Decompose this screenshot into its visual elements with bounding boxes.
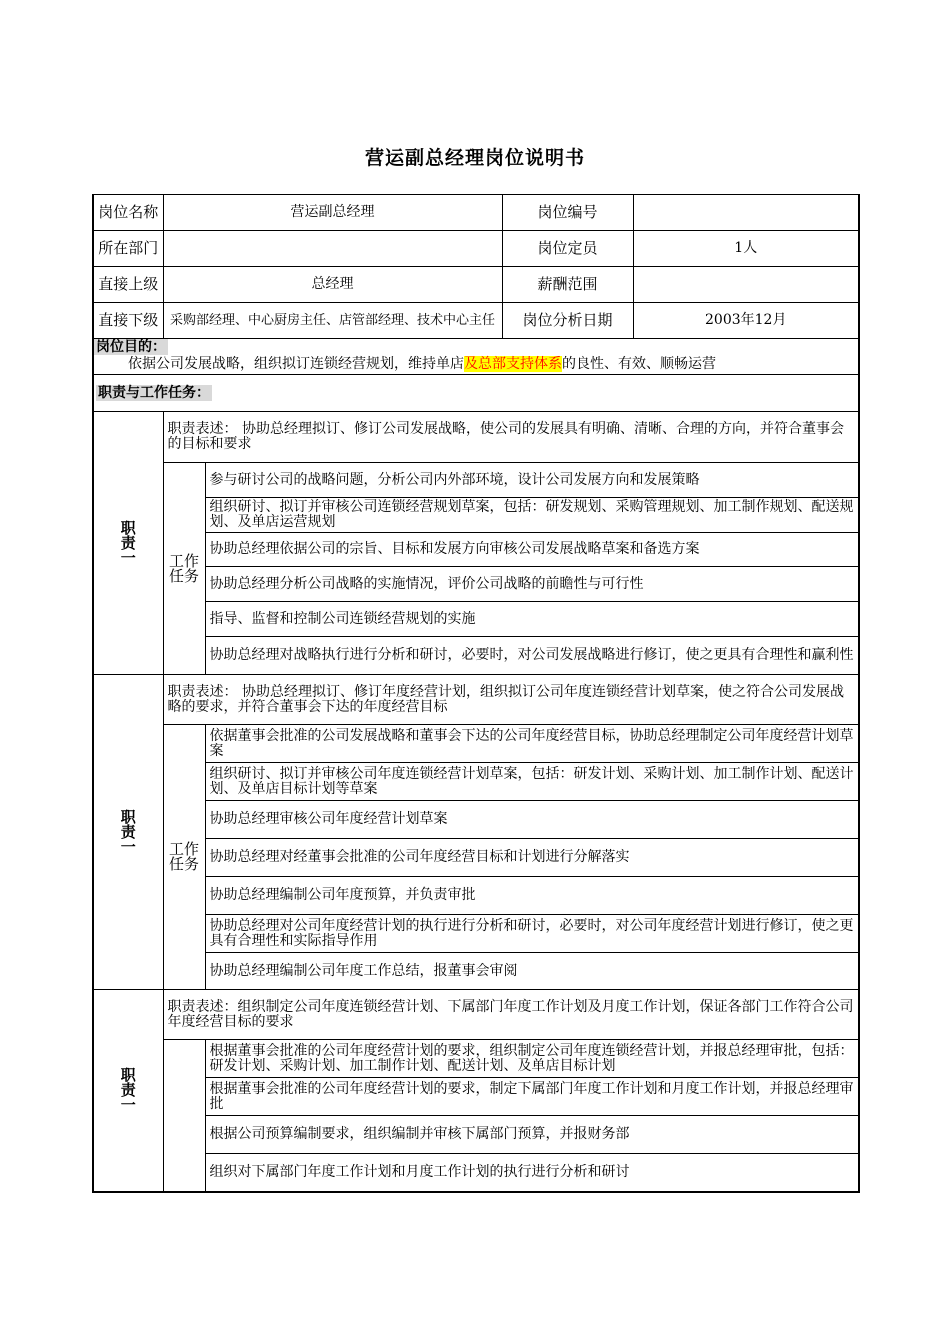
- task-item: 协助总经理依据公司的宗旨、目标和发展方向审核公司发展战略草案和备选方案: [205, 533, 859, 567]
- task-item: 参与研讨公司的战略问题，分析公司内外部环境，设计公司发展方向和发展策略: [205, 463, 859, 498]
- task-item: 协助总经理对公司年度经营计划的执行进行分析和研讨，必要时，对公司年度经营计划进行修订，使之更具有合理性和实际指导作用: [205, 915, 859, 953]
- info-row-1: [93, 195, 859, 231]
- task-row: [93, 877, 859, 915]
- task-row: [93, 602, 859, 637]
- salary-value: [633, 267, 859, 303]
- duty-description: 职责表述：组织制定公司年度连锁经营计划、下属部门年度工作计划及月度工作计划，保证各部门工作符合公司年度经营目标的要求: [163, 990, 859, 1040]
- analysis-date-label: 岗位分析日期: [502, 303, 633, 339]
- task-item: 组织研讨、拟订并审核公司连锁经营规划草案，包括：研发规划、采购管理规划、加工制作规划、配送规划、及单店运营规划: [205, 498, 859, 533]
- job-description-table: [92, 194, 860, 1193]
- purpose-text-part: 依据公司发展战略，组织拟订连锁经营规划，维持单店: [128, 356, 464, 372]
- purpose-text: [94, 355, 858, 373]
- analysis-date-value: 2003年12月: [633, 303, 859, 339]
- duty-description: 职责表述： 协助总经理拟订、修订年度经营计划，组织拟订公司年度连锁经营计划草案，使之符合公司发展战略的要求，并符合董事会下达的年度经营目标: [163, 675, 859, 725]
- purpose-highlight: 及总部支持体系: [464, 356, 562, 372]
- task-row: [93, 1078, 859, 1116]
- task-item: 协助总经理对经董事会批准的公司年度经营目标和计划进行分解落实: [205, 839, 859, 877]
- task-row: [93, 533, 859, 567]
- task-row: [93, 637, 859, 675]
- task-item: 协助总经理审核公司年度经营计划草案: [205, 801, 859, 839]
- task-item: 协助总经理对战略执行进行分析和研讨，必要时，对公司发展战略进行修订，使之更具有合理性和赢利性: [205, 637, 859, 675]
- task-row: [93, 763, 859, 801]
- department-value: [163, 231, 502, 267]
- task-item: 组织对下属部门年度工作计划和月度工作计划的执行进行分析和研讨: [205, 1154, 859, 1192]
- duties-heading-cell: [93, 375, 859, 412]
- duty-desc-row: [93, 675, 859, 725]
- task-item: 协助总经理编制公司年度预算，并负责审批: [205, 877, 859, 915]
- duty-label: 职 责 一: [93, 990, 163, 1192]
- task-row: [93, 725, 859, 763]
- purpose-text-part: 的良性、有效、顺畅运营: [562, 356, 716, 372]
- subordinate-label: 直接下级: [93, 303, 163, 339]
- task-row: [93, 801, 859, 839]
- task-row: [93, 463, 859, 498]
- department-label: 所在部门: [93, 231, 163, 267]
- task-item: 组织研讨、拟订并审核公司年度连锁经营计划草案，包括：研发计划、采购计划、加工制作计划、配送计划、及单店目标计划等草案: [205, 763, 859, 801]
- superior-label: 直接上级: [93, 267, 163, 303]
- task-item: 根据董事会批准的公司年度经营计划的要求，组织制定公司年度连锁经营计划，并报总经理审批，包括：研发计划、采购计划、加工制作计划、配送计划、及单店目标计划: [205, 1040, 859, 1078]
- task-item: 协助总经理分析公司战略的实施情况，评价公司战略的前瞻性与可行性: [205, 567, 859, 602]
- task-label: 工作 任务: [163, 725, 205, 990]
- task-row: [93, 953, 859, 990]
- superior-value: 总经理: [163, 267, 502, 303]
- purpose-cell: [93, 339, 859, 375]
- task-row: [93, 1040, 859, 1078]
- duty-label: 职 责 一: [93, 412, 163, 675]
- headcount-label: 岗位定员: [502, 231, 633, 267]
- task-row: [93, 1116, 859, 1154]
- info-row-4: [93, 303, 859, 339]
- task-label: 工作 任务: [163, 463, 205, 675]
- position-name-value: 营运副总经理: [163, 195, 502, 231]
- duty-label: 职 责 一: [93, 675, 163, 990]
- duty-desc-row: [93, 412, 859, 463]
- task-row: [93, 839, 859, 877]
- task-item: 指导、监督和控制公司连锁经营规划的实施: [205, 602, 859, 637]
- task-item: 根据董事会批准的公司年度经营计划的要求，制定下属部门年度工作计划和月度工作计划，并报总经理审批: [205, 1078, 859, 1116]
- task-row: [93, 915, 859, 953]
- task-row: [93, 498, 859, 533]
- page-title: 营运副总经理岗位说明书: [364, 147, 585, 169]
- position-name-label: 岗位名称: [93, 195, 163, 231]
- task-row: [93, 1154, 859, 1192]
- purpose-row: [93, 339, 859, 375]
- headcount-value: 1人: [633, 231, 859, 267]
- info-row-3: [93, 267, 859, 303]
- task-row: [93, 567, 859, 602]
- duties-heading: 职责与工作任务：: [98, 384, 210, 401]
- task-item: 依据董事会批准的公司发展战略和董事会下达的公司年度经营目标，协助总经理制定公司年度经营计划草案: [205, 725, 859, 763]
- position-no-label: 岗位编号: [502, 195, 633, 231]
- task-item: 根据公司预算编制要求，组织编制并审核下属部门预算，并报财务部: [205, 1116, 859, 1154]
- duty-description: 职责表述： 协助总经理拟订、修订公司发展战略，使公司的发展具有明确、清晰、合理的方向，并符合董事会的目标和要求: [163, 412, 859, 463]
- salary-label: 薪酬范围: [502, 267, 633, 303]
- duty-desc-row: [93, 990, 859, 1040]
- purpose-heading: 岗位目的：: [96, 339, 166, 355]
- task-item: 协助总经理编制公司年度工作总结，报董事会审阅: [205, 953, 859, 990]
- info-row-2: [93, 231, 859, 267]
- subordinate-value: 采购部经理、中心厨房主任、店管部经理、技术中心主任: [163, 303, 502, 339]
- duties-heading-row: [93, 375, 859, 412]
- task-label: [163, 1040, 205, 1192]
- position-no-value: [633, 195, 859, 231]
